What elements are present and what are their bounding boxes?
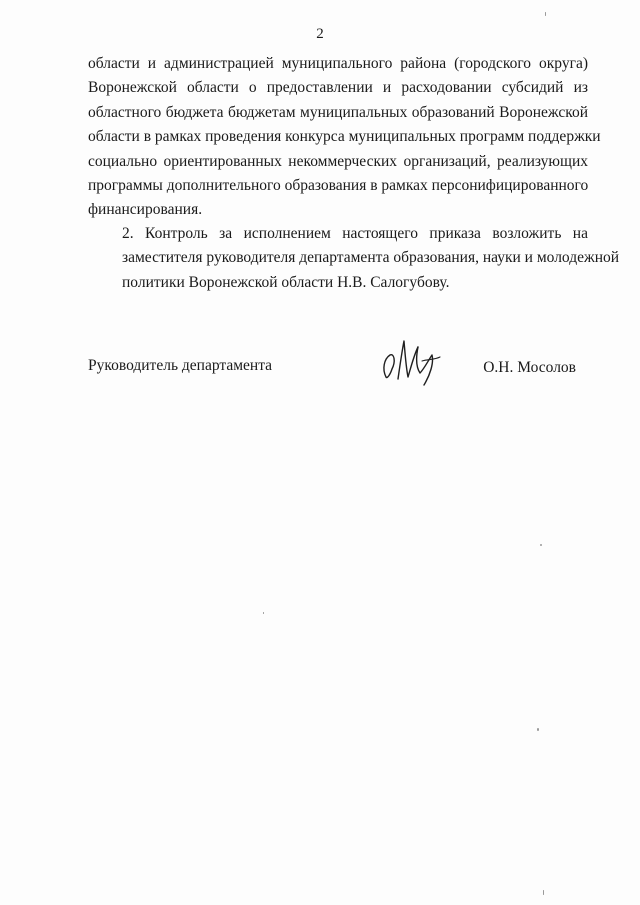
paragraph-1-line: социально ориентированных некоммерческих организаций, реализующих [88, 152, 588, 170]
signatory-role: Руководитель департамента [88, 357, 273, 374]
scan-speck [545, 12, 546, 16]
signature-block [88, 355, 588, 395]
paragraph-2-line: заместителя руководителя департамента образования, науки и молодежной [122, 249, 620, 267]
paragraph-2-line: 2. Контроль за исполнением настоящего приказа возложить на [122, 225, 588, 242]
page-number: 2 [316, 26, 324, 42]
paragraph-1-line: финансирования. [88, 201, 203, 219]
paragraph-1-line: Воронежской области о предоставлении и расходовании субсидий из [88, 79, 588, 97]
scan-speck [543, 890, 544, 895]
signatory-name: О.Н. Мосолов [483, 359, 576, 376]
paragraph-1-line: области в рамках проведения конкурса муниципальных программ поддержки [88, 128, 601, 146]
paragraph-1 [88, 52, 601, 223]
scan-speck [263, 612, 264, 614]
paragraph-2-line: политики Воронежской области Н.В. Салогубову. [122, 273, 450, 291]
handwritten-signature [378, 333, 452, 391]
paragraph-2 [88, 222, 620, 295]
paragraph-1-line: области и администрацией муниципального района (городского округа) [88, 55, 588, 72]
paragraph-1-line: областного бюджета бюджетам муниципальных образований Воронежской [88, 103, 588, 121]
paragraph-1-line: программы дополнительного образования в рамках персонифицированного [88, 177, 589, 195]
scan-speck [537, 728, 539, 731]
scan-speck [540, 544, 542, 546]
